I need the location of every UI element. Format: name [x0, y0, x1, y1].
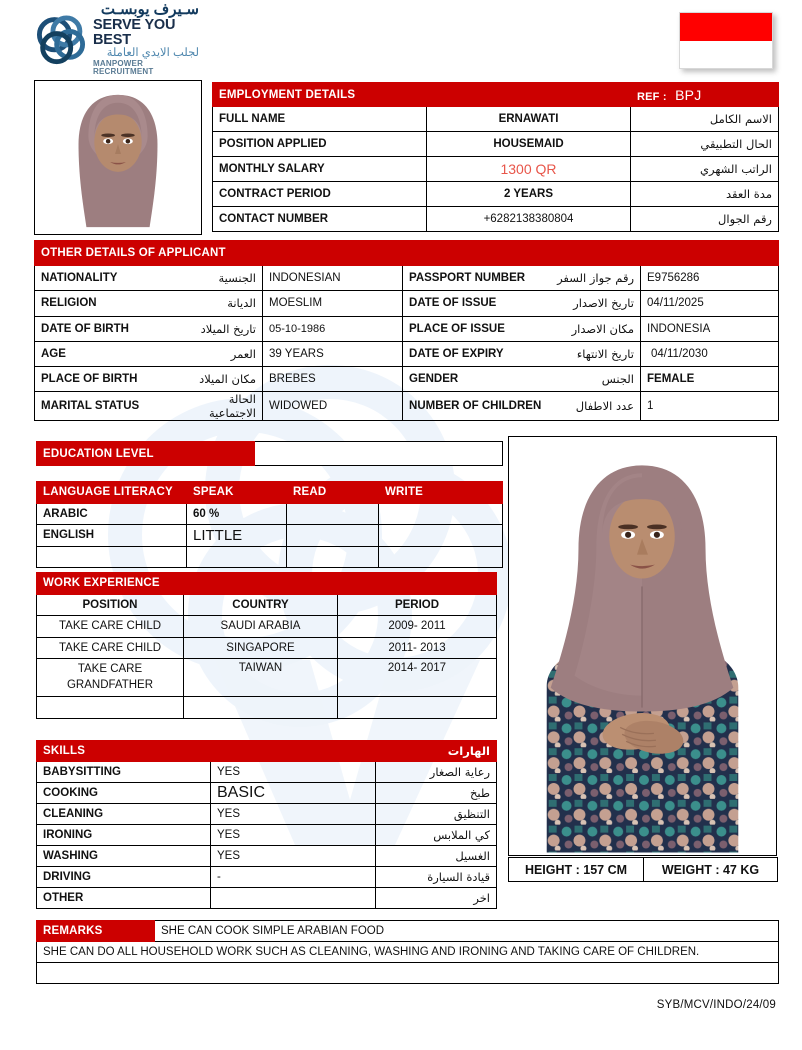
table-row: [37, 846, 497, 867]
logo-arabic-name: سـيرف يوبسـت: [100, 1, 199, 19]
employment-header-row: [213, 83, 779, 107]
period-header: PERIOD: [338, 594, 497, 616]
table-row: [37, 825, 497, 846]
skills-header-row: [37, 741, 497, 762]
skill-name: COOKING: [37, 783, 211, 804]
work-experience-title-spacer: [184, 573, 497, 595]
document-header: [0, 0, 802, 78]
ref-value: BPJ: [675, 86, 702, 103]
company-logo: [34, 1, 199, 76]
flag-stripe-white: [680, 41, 772, 69]
language-header-row: [37, 482, 503, 504]
number-of-children-arabic: عدد الاطفال: [551, 392, 641, 421]
skill-name: DRIVING: [37, 867, 211, 888]
table-row: [37, 867, 497, 888]
language-literacy-table: [36, 481, 503, 568]
skill-value: -: [211, 867, 376, 888]
work-experience-title: WORK EXPERIENCE: [37, 573, 184, 595]
table-row: [213, 107, 779, 132]
skill-name: WASHING: [37, 846, 211, 867]
table-row: [37, 637, 497, 659]
language-speak: [187, 546, 287, 568]
employment-title: EMPLOYMENT DETAILS: [213, 83, 631, 107]
skill-arabic: قيادة السيارة: [376, 867, 497, 888]
skill-arabic: الغسيل: [376, 846, 497, 867]
skill-value: BASIC: [211, 783, 376, 804]
employment-details-table: [212, 82, 779, 232]
country-header: COUNTRY: [184, 594, 338, 616]
skill-name: OTHER: [37, 888, 211, 909]
table-row: [35, 366, 779, 391]
age-arabic: العمر: [173, 341, 263, 366]
place-of-issue-label: PLACE OF ISSUE: [403, 316, 551, 341]
position-applied-arabic: الحال التطبيقي: [631, 132, 779, 157]
work-country: SINGAPORE: [184, 637, 338, 659]
table-row: [37, 942, 779, 963]
work-position: TAKE CARE GRANDFATHER: [37, 659, 184, 697]
language-name: [37, 546, 187, 568]
table-row: [37, 616, 497, 638]
skills-title-spacer: [211, 741, 376, 762]
number-of-children-label: NUMBER OF CHILDREN: [403, 392, 551, 421]
skill-value: YES: [211, 804, 376, 825]
language-read: [287, 546, 379, 568]
ref-label: REF :: [637, 90, 667, 103]
nationality-label: NATIONALITY: [35, 266, 173, 291]
document-footer-code: SYB/MCV/INDO/24/09: [656, 999, 776, 1011]
language-read: [287, 503, 379, 525]
table-row: [35, 341, 779, 366]
skills-table: [36, 740, 497, 909]
table-row: [37, 888, 497, 909]
passport-number-value: E9756286: [641, 266, 779, 291]
position-applied-value: HOUSEMAID: [427, 132, 631, 157]
passport-number-label: PASSPORT NUMBER: [403, 266, 551, 291]
table-row: [35, 291, 779, 316]
skill-arabic: طبخ: [376, 783, 497, 804]
place-of-issue-arabic: مكان الاصدار: [551, 316, 641, 341]
employment-ref-cell: [631, 83, 779, 107]
other-details-header-row: [35, 241, 779, 266]
skill-arabic: اخر: [376, 888, 497, 909]
number-of-children-value: 1: [641, 392, 779, 421]
age-label: AGE: [35, 341, 173, 366]
remarks-line-1: SHE CAN COOK SIMPLE ARABIAN FOOD: [155, 921, 779, 942]
education-level-value: [255, 442, 503, 466]
table-row: [37, 762, 497, 783]
date-of-birth-value: 05-10-1986: [263, 316, 403, 341]
table-row: [35, 266, 779, 291]
table-row: [37, 697, 497, 719]
date-of-issue-value: 04/11/2025: [641, 291, 779, 316]
skill-name: CLEANING: [37, 804, 211, 825]
skill-value: YES: [211, 762, 376, 783]
logo-arabic-tagline: لجلب الايدي العاملة: [106, 47, 199, 60]
position-applied-label: POSITION APPLIED: [213, 132, 427, 157]
table-row: [37, 921, 779, 942]
skill-name: BABYSITTING: [37, 762, 211, 783]
applicant-passport-photo: [34, 80, 202, 235]
weight-value: WEIGHT : 47 KG: [644, 858, 778, 882]
table-row: [37, 963, 779, 984]
language-name: ENGLISH: [37, 525, 187, 547]
marital-status-value: WIDOWED: [263, 392, 403, 421]
applicant-headshot-image: [35, 81, 201, 234]
monthly-salary-label: MONTHLY SALARY: [213, 157, 427, 182]
skill-name: IRONING: [37, 825, 211, 846]
contract-period-label: CONTRACT PERIOD: [213, 182, 427, 207]
education-level-table: [36, 441, 503, 466]
table-row: [37, 442, 503, 466]
applicant-fullbody-image: [509, 437, 776, 855]
other-details-title-spacer: [403, 241, 779, 266]
gender-label: GENDER: [403, 366, 551, 391]
flag-stripe-red: [680, 13, 772, 41]
applicant-full-body-photo: [508, 436, 777, 856]
skill-value: YES: [211, 825, 376, 846]
full-name-label: FULL NAME: [213, 107, 427, 132]
date-of-expiry-arabic: تاريخ الانتهاء: [551, 341, 641, 366]
place-of-birth-value: BREBES: [263, 366, 403, 391]
position-header: POSITION: [37, 594, 184, 616]
speak-header: SPEAK: [187, 482, 287, 504]
work-experience-table: [36, 572, 497, 719]
skill-value: YES: [211, 846, 376, 867]
language-write: [379, 503, 503, 525]
language-literacy-header: LANGUAGE LITERACY: [37, 482, 187, 504]
logo-english-name: SERVE YOU BEST: [93, 17, 176, 48]
age-value: 39 YEARS: [263, 341, 403, 366]
date-of-issue-label: DATE OF ISSUE: [403, 291, 551, 316]
work-period: [338, 697, 497, 719]
language-read: [287, 525, 379, 547]
table-row: [213, 157, 779, 182]
marital-status-arabic: الحالة الاجتماعية: [173, 392, 263, 421]
table-row: [213, 132, 779, 157]
place-of-birth-arabic: مكان الميلاد: [173, 366, 263, 391]
table-row: [509, 858, 778, 882]
language-speak: 60 %: [187, 503, 287, 525]
gender-value: FEMALE: [641, 366, 779, 391]
remarks-table: [36, 920, 779, 984]
skill-value: [211, 888, 376, 909]
date-of-birth-arabic: تاريخ الميلاد: [173, 316, 263, 341]
serve-you-best-logo-icon: [34, 12, 88, 66]
language-write: [379, 525, 503, 547]
place-of-issue-value: INDONESIA: [641, 316, 779, 341]
table-row: [213, 182, 779, 207]
marital-status-label: MARITAL STATUS: [35, 392, 173, 421]
skill-arabic: التنظيق: [376, 804, 497, 825]
remarks-line-3: [37, 963, 779, 984]
full-name-arabic: الاسم الكامل: [631, 107, 779, 132]
height-value: HEIGHT : 157 CM: [509, 858, 644, 882]
skills-title: SKILLS: [37, 741, 211, 762]
monthly-salary-arabic: الراتب الشهري: [631, 157, 779, 182]
table-row: [35, 392, 779, 421]
table-row: [37, 546, 503, 568]
remarks-title: REMARKS: [37, 921, 155, 942]
table-row: [37, 525, 503, 547]
work-country: SAUDI ARABIA: [184, 616, 338, 638]
skill-arabic: كي الملابس: [376, 825, 497, 846]
work-header-row: [37, 573, 497, 595]
nationality-value: INDONESIAN: [263, 266, 403, 291]
date-of-birth-label: DATE OF BIRTH: [35, 316, 173, 341]
logo-english-tagline: MANPOWER RECRUITMENT: [93, 58, 154, 76]
contact-number-label: CONTACT NUMBER: [213, 207, 427, 232]
work-period: 2011- 2013: [338, 637, 497, 659]
contract-period-value: 2 YEARS: [427, 182, 631, 207]
other-details-table: [34, 240, 779, 421]
date-of-expiry-value: 04/11/2030: [641, 341, 779, 366]
contact-number-arabic: رقم الجوال: [631, 207, 779, 232]
full-name-value: ERNAWATI: [427, 107, 631, 132]
nationality-arabic: الجنسية: [173, 266, 263, 291]
other-details-title: OTHER DETAILS OF APPLICANT: [35, 241, 403, 266]
gender-arabic: الجنس: [551, 366, 641, 391]
work-country: TAIWAN: [184, 659, 338, 697]
read-header: READ: [287, 482, 379, 504]
remarks-line-2: SHE CAN DO ALL HOUSEHOLD WORK SUCH AS CLEANING, WASHING AND IRONING AND TAKING CARE OF CHILDREN.: [37, 942, 779, 963]
work-position: TAKE CARE CHILD: [37, 637, 184, 659]
monthly-salary-value: 1300 QR: [427, 157, 631, 182]
table-row: [37, 804, 497, 825]
contract-period-arabic: مدة العقد: [631, 182, 779, 207]
table-row: [37, 594, 497, 616]
work-period: 2014- 2017: [338, 659, 497, 697]
passport-number-arabic: رقم جواز السفر: [551, 266, 641, 291]
write-header: WRITE: [379, 482, 503, 504]
table-row: [37, 783, 497, 804]
skill-arabic: رعاية الصغار: [376, 762, 497, 783]
measurements-table: [508, 857, 778, 882]
table-row: [37, 659, 497, 697]
work-position: [37, 697, 184, 719]
skills-title-arabic: الهارات: [376, 741, 497, 762]
contact-number-value: +6282138380804: [427, 207, 631, 232]
date-of-issue-arabic: تاريخ الاصدار: [551, 291, 641, 316]
religion-arabic: الديانة: [173, 291, 263, 316]
language-speak: LITTLE: [187, 525, 287, 547]
work-period: 2009- 2011: [338, 616, 497, 638]
language-name: ARABIC: [37, 503, 187, 525]
table-row: [37, 503, 503, 525]
indonesia-flag-icon: [679, 12, 773, 69]
religion-label: RELIGION: [35, 291, 173, 316]
table-row: [35, 316, 779, 341]
work-country: [184, 697, 338, 719]
work-position: TAKE CARE CHILD: [37, 616, 184, 638]
religion-value: MOESLIM: [263, 291, 403, 316]
table-row: [213, 207, 779, 232]
language-write: [379, 546, 503, 568]
place-of-birth-label: PLACE OF BIRTH: [35, 366, 173, 391]
date-of-expiry-label: DATE OF EXPIRY: [403, 341, 551, 366]
education-level-title: EDUCATION LEVEL: [37, 442, 255, 466]
